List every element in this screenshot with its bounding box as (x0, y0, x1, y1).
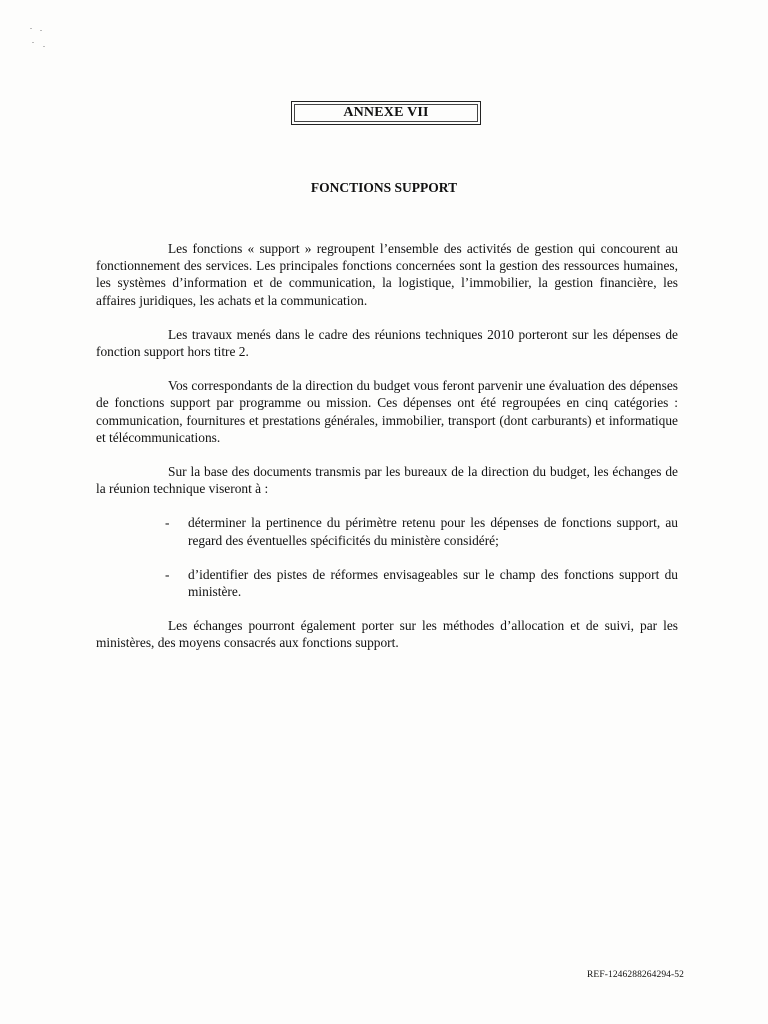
paragraph-1: Les fonctions « support » regroupent l’ensemble des activités de gestion qui concourent au fonctionnement des services. Les principales fonctions concernées sont la gestion des ressources humaines, les systèmes d’information et de communication, la logistique, l’immobilier, la gestion financière, les affaires juridiques, les achats et la communication. (96, 241, 678, 308)
section-title: FONCTIONS SUPPORT (310, 180, 458, 195)
bullet-marker: - (165, 566, 170, 582)
annex-title: ANNEXE VII (343, 105, 429, 120)
document-body (96, 240, 678, 669)
reference-number: REF-1246288264294-52 (587, 970, 684, 980)
scan-artifact (28, 24, 52, 54)
paragraph-2: Les travaux menés dans le cadre des réunions techniques 2010 porteront sur les dépenses de fonction support hors titre 2. (96, 326, 678, 360)
paragraph-3: Vos correspondants de la direction du budget vous feront parvenir une évaluation des dépenses de fonctions support par programme ou mission. Ces dépenses ont été regroupées en cinq catégories : communication, fournitures et prestations générales, immobilier, transport (dont carburants) et informatique et télécommunications. (96, 378, 678, 445)
bullet-text: déterminer la pertinence du périmètre retenu pour les dépenses de fonctions support, au regard des éventuelles spécificités du ministère considéré; (188, 515, 678, 548)
bullet-text: d’identifier des pistes de réformes envisageables sur le champ des fonctions support du ministère. (188, 566, 678, 600)
list-item (96, 566, 678, 600)
bullet-marker: - (165, 515, 170, 531)
bullet-list (96, 514, 678, 600)
annex-title-box (291, 101, 481, 125)
list-item (96, 514, 678, 548)
closing-paragraph: Les échanges pourront également porter sur les méthodes d’allocation et de suivi, par les ministères, des moyens consacrés aux fonctions support. (96, 618, 678, 651)
paragraph-4: Sur la base des documents transmis par les bureaux de la direction du budget, les échanges de la réunion technique viseront à : (96, 464, 678, 497)
